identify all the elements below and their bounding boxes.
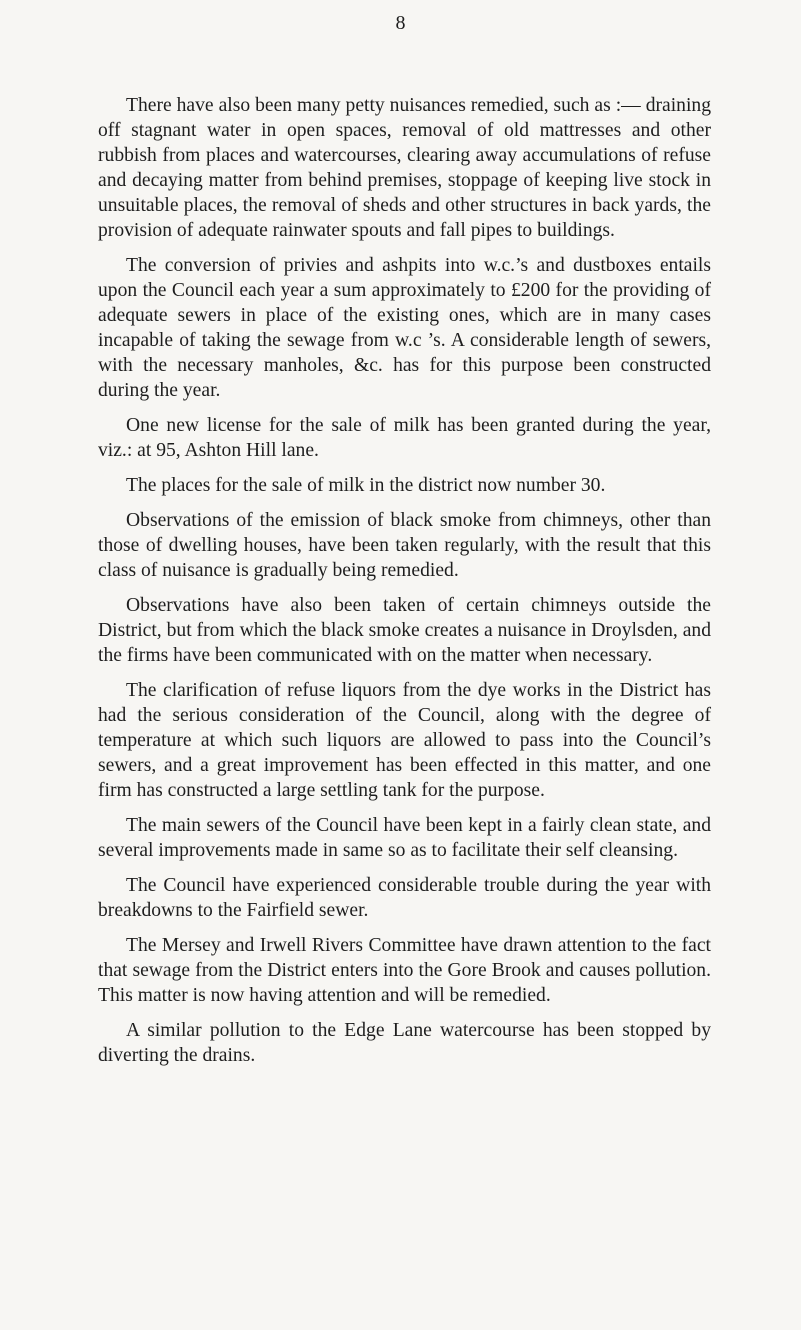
page-number: 8 [395,12,406,34]
paragraph-refuse-liquors: The clarification of refuse liquors from the dye works in the District has had the serious consideration of the Council, along with the degree of temperature at which such liquors are allowed to pass into the Council’s sewers, and a great improvement has been effected in this matter, and one firm has constructed a large settling tank for the purpose. [98,680,711,801]
paragraph-main-sewers: The main sewers of the Council have been kept in a fairly clean state, and several improvements made in same so as to facilitate their self cleansing. [98,815,711,861]
paragraph-petty-nuisances: There have also been many petty nuisances remedied, such as :— draining off stagnant water in open spaces, removal of old mattresses and other rubbish from places and watercourses, clearing away accumulations of refuse and decaying matter from behind premises, stoppage of keeping live stock in unsuitable places, the removal of sheds and other structures in back yards, the provision of adequate rainwater spouts and fall pipes to buildings. [98,95,711,241]
paragraph-smoke-observations: Observations of the emission of black smoke from chimneys, other than those of dwelling houses, have been taken regularly, with the result that this class of nuisance is gradually being remedied. [98,510,711,581]
paragraph-edge-lane: A similar pollution to the Edge Lane watercourse has been stopped by diverting the drains. [98,1020,711,1066]
paragraph-rivers-committee: The Mersey and Irwell Rivers Committee have drawn attention to the fact that sewage from the District enters into the Gore Brook and causes pollution. This matter is now having attention and will be remedied. [98,935,711,1006]
document-body [98,93,711,1078]
paragraph-outside-chimneys: Observations have also been taken of certain chimneys outside the District, but from which the black smoke creates a nuisance in Droylsden, and the firms have been communicated with on the matter when necessary. [98,595,711,666]
paragraph-milk-license: One new license for the sale of milk has been granted during the year, viz.: at 95, Ashton Hill lane. [98,415,711,461]
paragraph-privies-conversion: The conversion of privies and ashpits into w.c.’s and dustboxes entails upon the Council each year a sum approximately to £200 for the providing of adequate sewers in place of the existing ones, which are in many cases incapable of taking the sewage from w.c ’s. A considerable length of sewers, with the necessary manholes, &c. has for this purpose been constructed during the year. [98,255,711,401]
paragraph-milk-places: The places for the sale of milk in the district now number 30. [126,475,606,496]
paragraph-fairfield-sewer: The Council have experienced considerable trouble during the year with breakdowns to the Fairfield sewer. [98,875,711,921]
